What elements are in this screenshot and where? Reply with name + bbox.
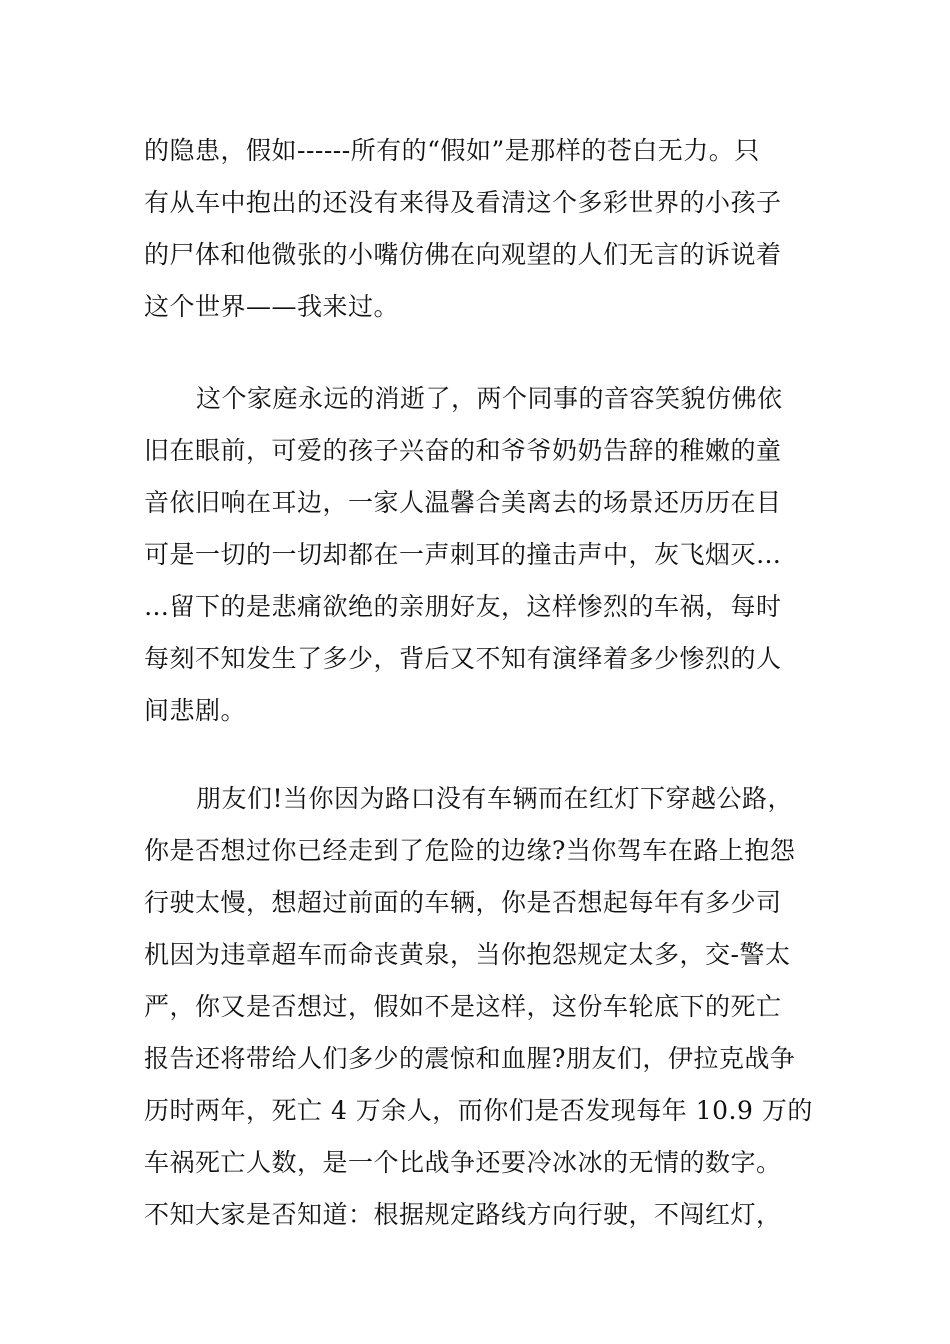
- paragraph-line: 音依旧响在耳边，一家人温馨合美离去的场景还历历在目: [144, 488, 782, 517]
- paragraph-line: 历时两年，死亡 4 万余人，而你们是否发现每年 10.9 万的: [144, 1096, 813, 1125]
- paragraph-line: 朋友们!当你因为路口没有车辆而在红灯下穿越公路，: [196, 784, 794, 813]
- paragraph-line: 机因为违章超车而命丧黄泉，当你抱怨规定太多，交-警太: [144, 940, 791, 969]
- paragraph-1: [144, 125, 814, 333]
- paragraph-line: 这个世界——我来过。: [144, 292, 400, 321]
- paragraph-line: 的隐患，假如------所有的“假如”是那样的苍白无力。只: [144, 136, 760, 165]
- paragraph-line: 可是一切的一切却都在一声刺耳的撞击声中，灰飞烟灭…: [144, 540, 782, 569]
- paragraph-line: …留下的是悲痛欲绝的亲朋好友，这样惨烈的车祸，每时: [144, 592, 782, 621]
- paragraph-line: 严，你又是否想过，假如不是这样，这份车轮底下的死亡: [144, 992, 782, 1021]
- paragraph-line: 这个家庭永远的消逝了，两个同事的音容笑貌仿佛依: [196, 384, 783, 413]
- paragraph-line: 每刻不知发生了多少，背后又不知有演绎着多少惨烈的人: [144, 644, 782, 673]
- paragraph-line: 旧在眼前，可爱的孩子兴奋的和爷爷奶奶告辞的稚嫩的童: [144, 436, 782, 465]
- paragraph-2: [144, 373, 814, 737]
- paragraph-line: 你是否想过你已经走到了危险的边缘?当你驾车在路上抱怨: [144, 836, 796, 865]
- paragraph-3: [144, 773, 814, 1241]
- paragraph-line: 间悲剧。: [144, 696, 247, 725]
- paragraph-line: 不知大家是否知道：根据规定路线方向行驶，不闯红灯，: [144, 1200, 782, 1229]
- paragraph-line: 的尸体和他微张的小嘴仿佛在向观望的人们无言的诉说着: [144, 240, 782, 269]
- paragraph-line: 行驶太慢，想超过前面的车辆，你是否想起每年有多少司: [144, 888, 782, 917]
- paragraph-line: 有从车中抱出的还没有来得及看清这个多彩世界的小孩子: [144, 188, 782, 217]
- paragraph-line: 报告还将带给人们多少的震惊和血腥?朋友们，伊拉克战争: [144, 1044, 796, 1073]
- paragraph-line: 车祸死亡人数，是一个比战争还要冷冰冰的无情的数字。: [144, 1148, 782, 1177]
